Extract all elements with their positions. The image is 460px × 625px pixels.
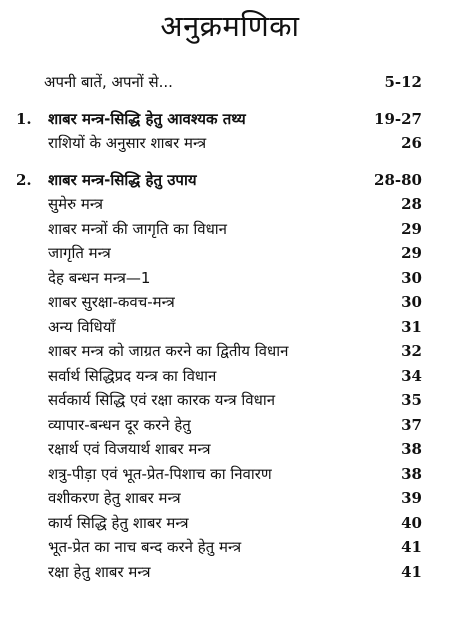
toc-entry-label: देह बन्धन मन्त्र—1 (48, 268, 151, 287)
page-title: अनुक्रमणिका (160, 9, 300, 43)
section-title: शाबर मन्त्र-सिद्धि हेतु उपाय (48, 171, 197, 189)
toc-entry (48, 560, 422, 584)
toc-page-number: 38 (401, 440, 422, 458)
toc-page-number: 30 (401, 268, 422, 287)
section-title: शाबर मन्त्र-सिद्धि हेतु आवश्यक तथ्य (48, 110, 246, 128)
section-number: 1. (16, 110, 32, 128)
toc-entry (48, 462, 422, 486)
toc-entry-label: राशियों के अनुसार शाबर मन्त्र (48, 134, 207, 152)
toc-entry (48, 413, 422, 437)
toc-page-number: 28-80 (374, 171, 422, 189)
toc-entry-label: कार्य सिद्धि हेतु शाबर मन्त्र (48, 513, 189, 532)
toc-page-number: 29 (401, 244, 422, 262)
toc-entry (48, 486, 422, 510)
toc-entry (48, 192, 422, 216)
toc-page-number: 29 (401, 219, 422, 238)
toc-page-number: 30 (401, 293, 422, 311)
toc-page-number: 41 (401, 538, 422, 556)
toc-entry (48, 131, 422, 155)
toc-entry-label: सर्वकार्य सिद्धि एवं रक्षा कारक यन्त्र विधान (48, 391, 276, 409)
toc-entry (48, 535, 422, 559)
toc-page-number: 26 (401, 134, 422, 152)
toc-entry-label: शाबर मन्त्रों की जागृति का विधान (48, 219, 228, 238)
toc-section-2 (16, 168, 422, 192)
toc-entry (48, 241, 422, 265)
toc-entry (48, 217, 422, 241)
toc-entry-label: अपनी बातें, अपनों से... (44, 73, 173, 91)
toc-entry-label: शत्रु-पीड़ा एवं भूत-प्रेत-पिशाच का निवारण (48, 464, 272, 483)
toc-page-number: 5-12 (384, 73, 422, 91)
section-number: 2. (16, 171, 32, 189)
toc-page-number: 19-27 (374, 110, 422, 128)
toc-page-number: 38 (401, 464, 422, 483)
toc-page-number: 40 (401, 513, 422, 532)
toc-entry (48, 511, 422, 535)
toc-entry-label: रक्षार्थ एवं विजयार्थ शाबर मन्त्र (48, 440, 211, 458)
toc-page-number: 28 (401, 195, 422, 213)
toc-section-1 (16, 107, 422, 131)
toc-page-number: 37 (401, 415, 422, 434)
toc-entry-label: रक्षा हेतु शाबर मन्त्र (48, 562, 151, 581)
toc-entry (48, 290, 422, 314)
toc-entry (48, 437, 422, 461)
toc-entry-label: भूत-प्रेत का नाच बन्द करने हेतु मन्त्र (48, 538, 242, 556)
toc-entry-label: अन्य विधियाँ (48, 317, 116, 336)
toc-entry-label: शाबर मन्त्र को जाग्रत करने का द्वितीय विधान (48, 342, 289, 360)
toc-page-number: 34 (401, 366, 422, 385)
toc-page-number: 32 (401, 342, 422, 360)
toc-entry-label: सर्वार्थ सिद्धिप्रद यन्त्र का विधान (48, 366, 217, 385)
toc-entry (48, 266, 422, 290)
toc-entry (48, 315, 422, 339)
toc-page-number: 31 (401, 317, 422, 336)
toc-entry (48, 339, 422, 363)
toc-entry (48, 388, 422, 412)
toc-entry-label: जागृति मन्त्र (48, 244, 111, 262)
toc-page-number: 39 (401, 489, 422, 507)
toc-entry (48, 364, 422, 388)
toc-page-number: 41 (401, 562, 422, 581)
toc-entry-label: शाबर सुरक्षा-कवच-मन्त्र (48, 293, 175, 311)
toc-entry-label: सुमेरु मन्त्र (48, 195, 103, 213)
toc-entry-label: वशीकरण हेतु शाबर मन्त्र (48, 489, 181, 507)
toc-entry-label: व्यापार-बन्धन दूर करने हेतु (48, 415, 191, 434)
toc-page-number: 35 (401, 391, 422, 409)
toc-intro-row (44, 70, 422, 94)
